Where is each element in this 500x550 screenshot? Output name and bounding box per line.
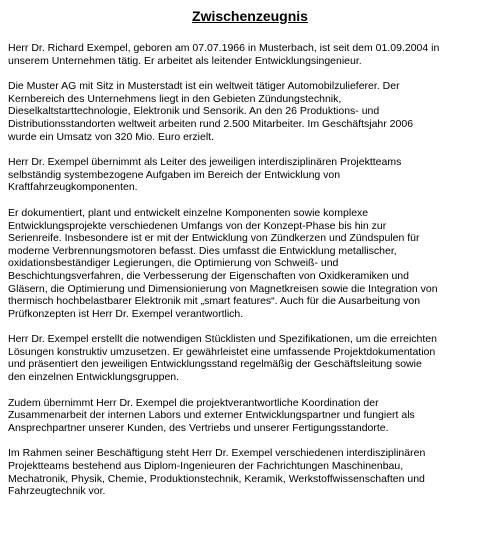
text-line: Zusammenarbeit der internen Labors und externer Entwicklungspartner und fungiert als: [8, 409, 415, 422]
text-line: Kraftfahrzeugkomponenten.: [8, 181, 138, 194]
document-title: Zwischenzeugnis: [192, 8, 308, 24]
text-line: Im Rahmen seiner Beschäftigung steht Herr Dr. Exempel verschiedenen interdisziplinären: [8, 447, 426, 460]
text-line: thermisch hochbelastbarer Elektronik mit „smart features“. Auch für die Ausarbeitung von: [8, 295, 421, 308]
paragraph-coordination: [8, 397, 500, 435]
text-line: selbständig systembezogene Aufgaben im Bereich der Entwicklung von: [8, 168, 341, 181]
text-line: oxidationsbeständiger Legierungen, die Optimierung von Schweiß- und: [8, 257, 339, 270]
text-line: Zudem übernimmt Herr Dr. Exempel die projektverantwortliche Koordination der: [8, 396, 379, 409]
text-line: Kernbereich des Unternehmens liegt in den Gebieten Zündungstechnik,: [8, 92, 342, 105]
text-line: Distributionsstandorten weltweit arbeiten rund 2.500 Mitarbeiter. Im Geschäftsjahr 2006: [8, 117, 414, 130]
paragraph-introduction: [8, 42, 500, 67]
paragraph-role: [8, 156, 500, 194]
text-line: Serienreife. Insbesondere ist er mit der Entwicklung von Zündkerzen und Zündspulen für: [8, 232, 420, 245]
paragraph-documentation: [8, 333, 500, 383]
text-line: Projektteams bestehend aus Diplom-Ingenieuren der Fachrichtungen Maschinenbau,: [8, 460, 404, 473]
text-line: den einzelnen Entwicklungsgruppen.: [8, 371, 180, 384]
text-line: Er dokumentiert, plant und entwickelt einzelne Komponenten sowie komplexe: [8, 206, 369, 219]
text-line: wurde ein Umsatz von 320 Mio. Euro erzielt.: [8, 130, 215, 143]
text-line: Mechatronik, Physik, Chemie, Produktionstechnik, Keramik, Werkstoffwissenschaften und: [8, 472, 425, 485]
text-line: Entwicklungsprojekte verschiedenen Umfangs von der Konzept-Phase bis hin zur: [8, 219, 387, 232]
paragraph-responsibilities: [8, 207, 500, 320]
paragraph-company-description: [8, 80, 500, 143]
text-line: unserem Unternehmen tätig. Er arbeitet als leitender Entwicklungsingenieur.: [8, 54, 362, 67]
text-line: Die Muster AG mit Sitz in Musterstadt ist ein weltweit tätiger Automobilzulieferer. Der: [8, 80, 400, 93]
text-line: Dieselkaltstarttechnologie, Elektronik und Sensorik. An den 26 Produktions- und: [8, 105, 380, 118]
text-line: Beschichtungsverfahren, die Verbesserung der Eigenschaften von Oxidkeramiken und: [8, 269, 409, 282]
text-line: Prüfkonzepten ist Herr Dr. Exempel verantwortlich.: [8, 307, 244, 320]
paragraph-team-leadership: [8, 447, 500, 497]
text-line: Herr Dr. Richard Exempel, geboren am 07.07.1966 in Musterbach, ist seit dem 01.09.2004 in: [8, 42, 440, 54]
text-line: und präsentiert den jeweiligen Entwicklungsstand regelmäßig der Geschäftsleitung sowie: [8, 358, 422, 371]
text-line: moderne Verbrennungsmotoren befasst. Dies umfasst die Entwicklung metallischer,: [8, 244, 397, 257]
text-line: Ansprechpartner unserer Kunden, des Vertriebs und unserer Fertigungsstandorte.: [8, 421, 389, 434]
text-line: Fahrzeugtechnik vor.: [8, 485, 106, 498]
text-line: Gläsern, die Optimierung und Dimensionierung von Magnetkreisen sowie die Integration von: [8, 282, 438, 295]
text-line: Lösungen konstruktiv umzusetzen. Er gewährleistet eine umfassende Projektdokumentation: [8, 345, 436, 358]
text-line: Herr Dr. Exempel erstellt die notwendigen Stücklisten und Spezifikationen, um die erreichten: [8, 333, 437, 346]
text-line: Herr Dr. Exempel übernimmt als Leiter des jeweiligen interdisziplinären Projektteams: [8, 156, 402, 169]
